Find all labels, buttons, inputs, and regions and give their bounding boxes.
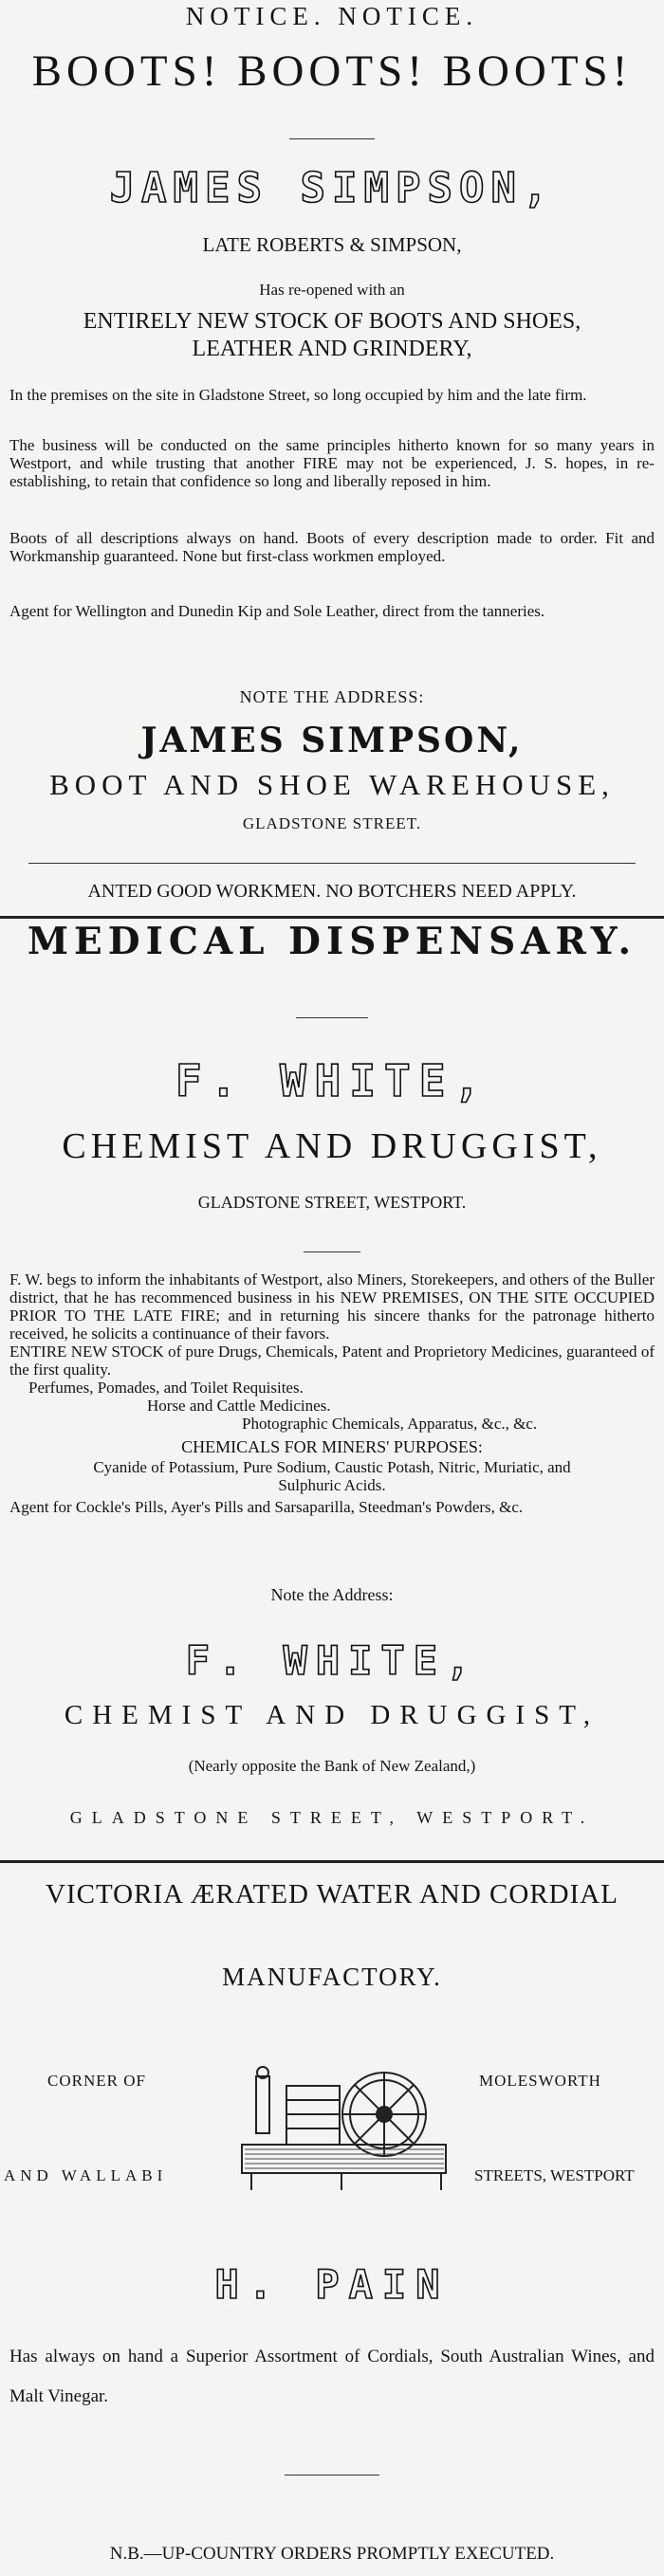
- note-address: NOTE THE ADDRESS:: [239, 687, 425, 706]
- photo-line: Photographic Chemicals, Apparatus, &c., &c.: [242, 1415, 538, 1433]
- boots-headline: BOOTS! BOOTS! BOOTS!: [31, 46, 633, 96]
- miners-line1: Cyanide of Potassium, Pure Sodium, Caustic Potash, Nitric, Muriatic, and: [93, 1458, 571, 1476]
- white-name: F. WHITE,: [175, 1055, 489, 1106]
- pain-name: H. PAIN: [214, 2261, 450, 2308]
- divider: [304, 1251, 360, 1252]
- molesworth-text: MOLESWORTH: [479, 2072, 601, 2090]
- perfumes-line: Perfumes, Pomades, and Toilet Requisites.: [28, 1379, 304, 1397]
- divider: [289, 138, 375, 139]
- premises-paragraph: In the premises on the site in Gladstone Street, so long occupied by him and the late firm.: [9, 386, 587, 404]
- boots-paragraph: Boots of all descriptions always on hand. Boots of every description made to order. Fit and Workmanship guaranteed. None but first-class workmen employed.: [9, 529, 655, 565]
- simpson-name: JAMES SIMPSON,: [109, 164, 555, 212]
- streets-text: STREETS, WESTPORT: [474, 2166, 635, 2184]
- pain-body: Has always on hand a Superior Assortment of Cordials, South Australian Wines, and Malt Vinegar.: [9, 2347, 655, 2406]
- miners-heading: CHEMICALS FOR MINERS' PURPOSES:: [181, 1437, 483, 1456]
- ad-separator: [0, 916, 664, 919]
- simpson-name-2: JAMES SIMPSON,: [140, 721, 524, 760]
- white-body: F. W. begs to inform the inhabitants of Westport, also Miners, Storekeepers, and others of the Buller district, that he has recommenced business in his NEW PREMISES, ON THE SITE OCCUPIED PRIOR TO THE LATE FIRE; and in returning his sincere thanks for the patronage hitherto received, he solicits a continuance of their favors.: [9, 1270, 655, 1343]
- white-street-2: GLADSTONE STREET, WESTPORT.: [69, 1808, 595, 1827]
- orders-footer: N.B.—UP-COUNTRY ORDERS PROMPTLY EXECUTED.: [109, 2544, 555, 2564]
- wanted-line: ANTED GOOD WORKMEN. NO BOTCHERS NEED APPLY.: [87, 881, 577, 902]
- wallabi-text: AND WALLABI: [4, 2166, 168, 2184]
- white-street: GLADSTONE STREET, WESTPORT.: [197, 1193, 467, 1212]
- corner-text: CORNER OF: [47, 2072, 146, 2090]
- aerated-headline: VICTORIA ÆRATED WATER AND CORDIAL: [46, 1879, 618, 1909]
- reopened-text: Has re-opened with an: [259, 281, 405, 299]
- white-agent: Agent for Cockle's Pills, Ayer's Pills and Sarsaparilla, Steedman's Powders, &c.: [9, 1498, 524, 1516]
- warehouse-line: BOOT AND SHOE WAREHOUSE,: [49, 768, 615, 801]
- divider: [285, 2475, 379, 2476]
- dispensary-headline: MEDICAL DISPENSARY.: [27, 920, 637, 963]
- late-firm: LATE ROBERTS & SIMPSON,: [202, 233, 462, 256]
- miners-line2: Sulphuric Acids.: [278, 1476, 386, 1494]
- manufactory-line: MANUFACTORY.: [222, 1963, 442, 1991]
- stock-line1: ENTIRELY NEW STOCK OF BOOTS AND SHOES,: [83, 309, 581, 334]
- agent-paragraph: Agent for Wellington and Dunedin Kip and Sole Leather, direct from the tanneries.: [9, 602, 545, 620]
- white-name-2: F. WHITE,: [185, 1637, 479, 1684]
- divider: [28, 863, 636, 864]
- horse-line: Horse and Cattle Medicines.: [147, 1397, 331, 1415]
- machinery-illustration: [228, 2057, 455, 2200]
- white-stock: ENTIRE NEW STOCK of pure Drugs, Chemicals, Patent and Proprietory Medicines, guaranteed of the first quality.: [9, 1343, 655, 1379]
- ad-separator: [0, 1860, 664, 1863]
- chemist-title: CHEMIST AND DRUGGIST,: [62, 1126, 602, 1166]
- divider: [296, 1017, 368, 1018]
- opposite-line: (Nearly opposite the Bank of New Zealand,): [188, 1757, 476, 1775]
- stock-line2: LEATHER AND GRINDERY,: [192, 337, 472, 361]
- chemist-title-2: CHEMIST AND DRUGGIST,: [64, 1700, 600, 1730]
- white-note: Note the Address:: [270, 1585, 394, 1604]
- simpson-street: GLADSTONE STREET.: [242, 814, 422, 832]
- notice-heading: NOTICE. NOTICE.: [185, 2, 479, 30]
- business-paragraph: The business will be conducted on the same principles hitherto known for so many years in Westport, and while trusting that another FIRE may not be experienced, J. S. hopes, in re-establishing, to retain that confidence so long and liberally reposed in him.: [9, 436, 655, 490]
